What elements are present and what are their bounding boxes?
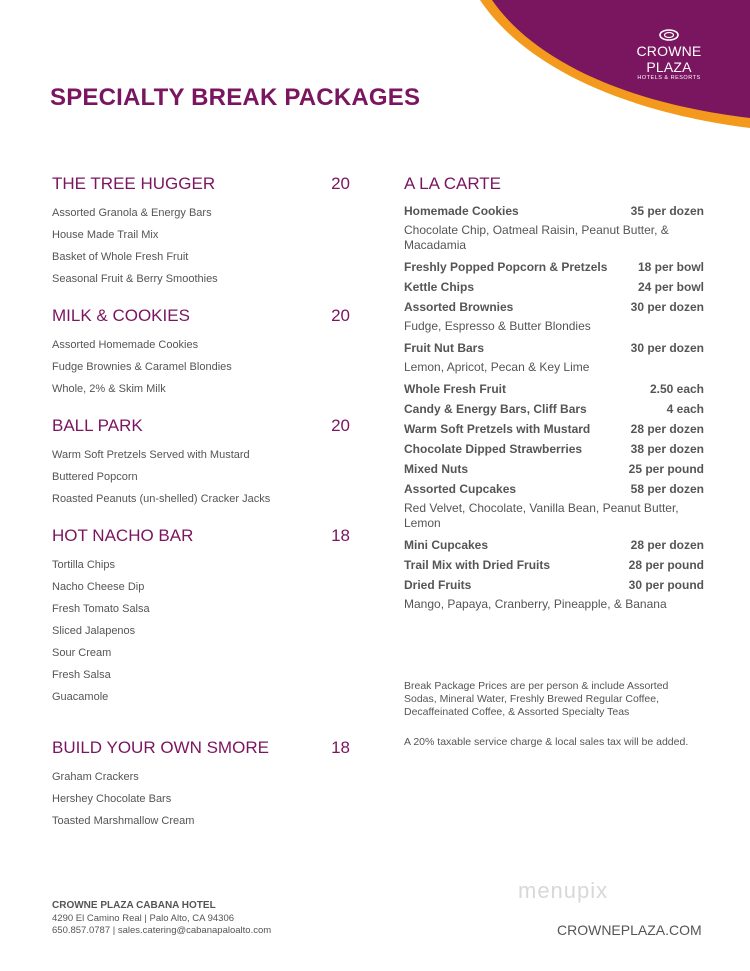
package-name: HOT NACHO BAR	[52, 526, 194, 545]
package-price: 18	[331, 738, 350, 757]
item-price: 28 per dozen	[630, 538, 704, 552]
list-item: Warm Soft Pretzels Served with Mustard	[52, 449, 250, 461]
crown-icon	[658, 28, 680, 42]
item-name: Trail Mix with Dried Fruits	[404, 558, 551, 572]
service-charge-note: A 20% taxable service charge & local sales tax will be added.	[404, 736, 689, 748]
item-name: Dried Fruits	[404, 578, 472, 592]
package-price: 20	[331, 306, 350, 325]
brand-name: CROWNE PLAZA	[636, 43, 702, 75]
footer-contact: 650.857.0787 | sales.catering@cabanapaloalto.com	[52, 925, 272, 936]
item-description: Chocolate Chip, Oatmeal Raisin, Peanut Butter, & Macadamia	[404, 223, 669, 252]
menu-item	[404, 459, 704, 479]
menu-item	[404, 201, 704, 221]
menupix-watermark: menupix	[518, 878, 609, 903]
item-name: Warm Soft Pretzels with Mustard	[404, 422, 591, 436]
item-price: 30 per dozen	[630, 300, 704, 314]
price-note: Break Package Prices are per person & include Assorted Sodas, Mineral Water, Freshly Brewed Regular Coffee, Decaffeinated Coffee, & Assorted Specialty Teas	[404, 680, 669, 718]
item-price: 2.50 each	[649, 382, 704, 396]
item-name: Freshly Popped Popcorn & Pretzels	[404, 260, 608, 274]
alacarte-column	[404, 174, 704, 616]
menu-item	[404, 479, 704, 499]
list-item: Seasonal Fruit & Berry Smoothies	[52, 273, 218, 285]
menu-item	[404, 379, 704, 399]
brand-subtitle: HOTELS & RESORTS	[637, 75, 701, 81]
list-item: Roasted Peanuts (un-shelled) Cracker Jacks	[52, 493, 271, 505]
item-price: 38 per dozen	[630, 442, 704, 456]
menu-item	[404, 555, 704, 575]
item-description: Red Velvet, Chocolate, Vanilla Bean, Peanut Butter, Lemon	[404, 501, 679, 530]
menu-item	[404, 439, 704, 459]
item-price: 28 per dozen	[630, 422, 704, 436]
menu-item	[404, 257, 704, 277]
alacarte-title: A LA CARTE	[404, 174, 502, 193]
list-item: Basket of Whole Fresh Fruit	[52, 251, 189, 263]
item-price: 25 per pound	[628, 462, 704, 476]
package-name: BALL PARK	[52, 416, 143, 435]
package-tree-hugger	[52, 174, 362, 290]
item-price: 24 per bowl	[637, 280, 704, 294]
package-hot-nacho-bar	[52, 526, 362, 708]
package-price: 18	[331, 526, 350, 545]
item-name: Assorted Brownies	[404, 300, 514, 314]
package-price: 20	[331, 174, 350, 193]
list-item: Sliced Jalapenos	[52, 625, 136, 637]
list-item: Toasted Marshmallow Cream	[52, 815, 195, 827]
footer-address: 4290 El Camino Real | Palo Alto, CA 94306	[52, 913, 235, 924]
menu-item	[404, 575, 704, 595]
list-item: Assorted Homemade Cookies	[52, 339, 199, 351]
menu-item	[404, 297, 704, 317]
item-price: 28 per pound	[628, 558, 704, 572]
menu-item	[404, 277, 704, 297]
item-name: Whole Fresh Fruit	[404, 382, 506, 396]
item-description: Lemon, Apricot, Pecan & Key Lime	[404, 360, 590, 374]
list-item: Fudge Brownies & Caramel Blondies	[52, 361, 232, 373]
item-name: Kettle Chips	[404, 280, 475, 294]
item-description: Mango, Papaya, Cranberry, Pineapple, & Banana	[404, 597, 667, 611]
package-milk-cookies	[52, 306, 362, 400]
menu-item	[404, 399, 704, 419]
package-name: MILK & COOKIES	[52, 306, 190, 325]
website-link[interactable]: CROWNEPLAZA.COM	[557, 922, 702, 938]
item-name: Homemade Cookies	[404, 204, 519, 218]
list-item: Assorted Granola & Energy Bars	[52, 207, 212, 219]
item-name: Mixed Nuts	[404, 462, 469, 476]
list-item: Hershey Chocolate Bars	[52, 793, 172, 805]
item-price: 18 per bowl	[637, 260, 704, 274]
list-item: Fresh Salsa	[52, 669, 111, 681]
package-name: BUILD YOUR OWN SMORE	[52, 738, 269, 757]
list-item: Nacho Cheese Dip	[52, 581, 145, 593]
item-price: 35 per dozen	[630, 204, 704, 218]
menu-item	[404, 338, 704, 358]
item-name: Chocolate Dipped Strawberries	[404, 442, 583, 456]
item-name: Fruit Nut Bars	[404, 341, 485, 355]
list-item: Fresh Tomato Salsa	[52, 603, 150, 615]
item-name: Candy & Energy Bars, Cliff Bars	[404, 402, 587, 416]
item-description: Fudge, Espresso & Butter Blondies	[404, 319, 591, 333]
list-item: Buttered Popcorn	[52, 471, 138, 483]
item-price: 30 per dozen	[630, 341, 704, 355]
list-item: House Made Trail Mix	[52, 229, 159, 241]
item-price: 58 per dozen	[630, 482, 704, 496]
brand-logo	[614, 28, 724, 81]
item-price: 30 per pound	[628, 578, 704, 592]
menu-item	[404, 419, 704, 439]
list-item: Graham Crackers	[52, 771, 139, 783]
footer-hotel-name: CROWNE PLAZA CABANA HOTEL	[52, 900, 216, 911]
item-name: Mini Cupcakes	[404, 538, 489, 552]
package-name: THE TREE HUGGER	[52, 174, 216, 193]
page-title: SPECIALTY BREAK PACKAGES	[50, 84, 421, 111]
package-ball-park	[52, 416, 362, 510]
item-name: Assorted Cupcakes	[404, 482, 517, 496]
list-item: Guacamole	[52, 691, 109, 703]
list-item: Sour Cream	[52, 647, 112, 659]
package-build-your-own-smore	[52, 738, 362, 832]
list-item: Whole, 2% & Skim Milk	[52, 383, 166, 395]
list-item: Tortilla Chips	[52, 559, 115, 571]
package-price: 20	[331, 416, 350, 435]
packages-column	[52, 174, 362, 848]
item-price: 4 each	[666, 402, 704, 416]
menu-item	[404, 535, 704, 555]
